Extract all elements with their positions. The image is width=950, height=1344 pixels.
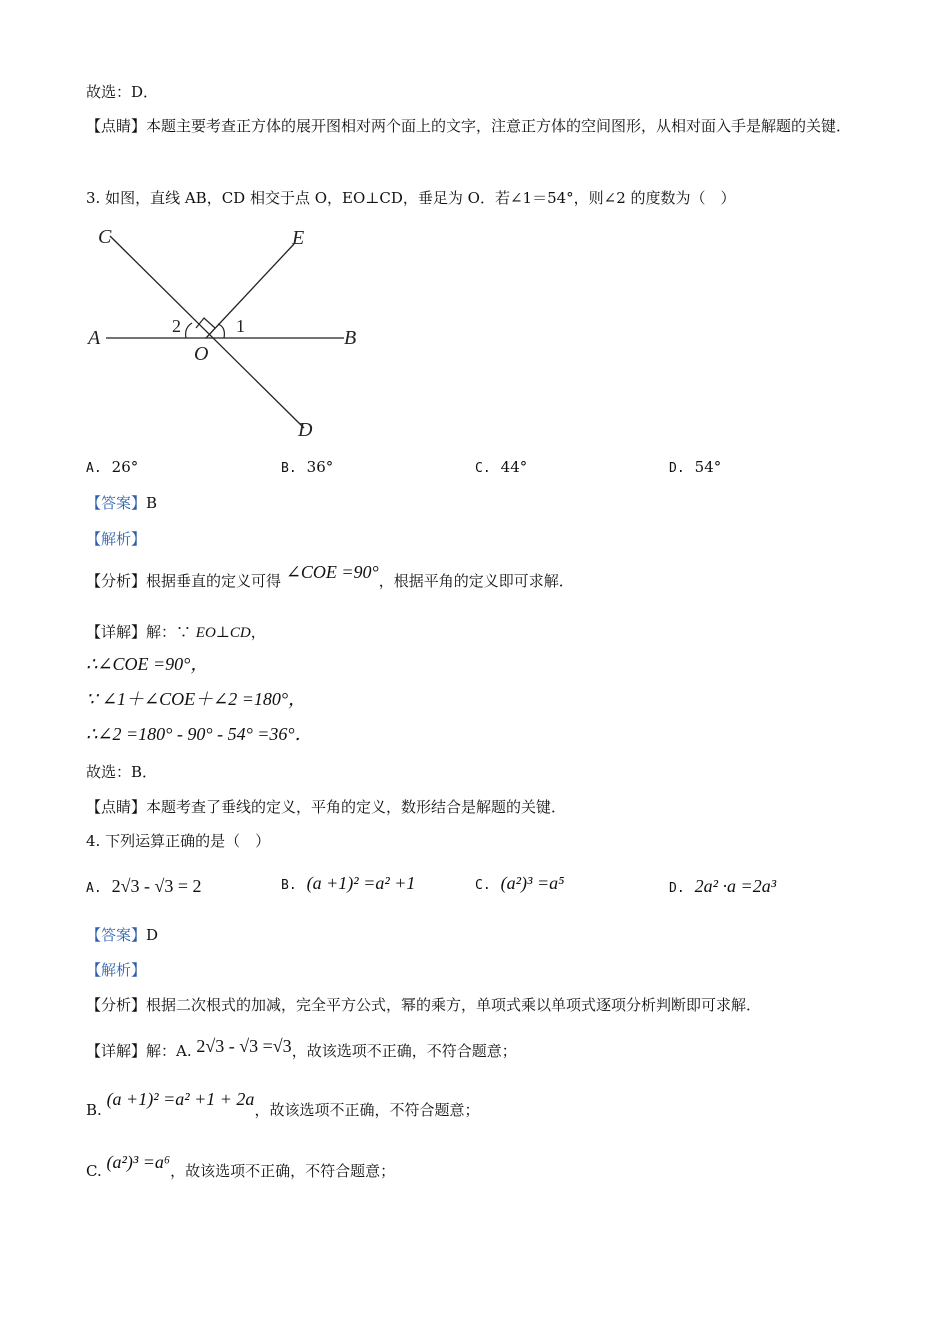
- option-value: 2√3 - √3 = 2: [111, 876, 202, 896]
- fenxi-tag: 【分析】: [86, 996, 147, 1014]
- dianjing-tag: 【点睛】: [86, 117, 147, 135]
- option-label: D.: [669, 461, 685, 476]
- detail-c-pre: C.: [86, 1162, 107, 1180]
- q4-detail-c: [86, 1152, 396, 1181]
- detail-a-pre: 解：A.: [146, 1042, 197, 1060]
- detail-pre: 解：∵: [146, 623, 196, 641]
- right-angle-mark: [196, 318, 215, 328]
- option-value: 2a² ·a =2a³: [694, 876, 777, 896]
- label-e: E: [292, 227, 305, 249]
- detail-math: EO⊥CD: [195, 625, 251, 641]
- answer-tag: 【答案】: [86, 926, 147, 944]
- q3-fenxi: [86, 562, 574, 591]
- detail-c-math: (a²)³ =a⁶: [106, 1152, 171, 1172]
- label-angle-2: 2: [172, 316, 181, 336]
- q4-detail-a: [86, 1036, 517, 1061]
- detail-b-math: (a +1)² =a² +1 + 2a: [106, 1089, 255, 1109]
- option-label: C.: [475, 461, 491, 476]
- dianjing-tag: 【点睛】: [86, 798, 147, 816]
- label-a: A: [88, 327, 101, 349]
- option-value: 26°: [111, 458, 139, 476]
- option-label: B.: [281, 461, 297, 476]
- q3-analysis-tag: 【解析】: [86, 530, 147, 548]
- q3-choose: 故选：B．: [86, 763, 158, 781]
- detail-tag: 【详解】: [86, 623, 147, 641]
- detail-tag: 【详解】: [86, 1042, 147, 1060]
- answer-tag: 【答案】: [86, 494, 147, 512]
- fenxi-post: ，根据平角的定义即可求解．: [378, 572, 574, 590]
- q4-option-c: [475, 873, 564, 896]
- option-label: B.: [281, 878, 297, 893]
- choose-d-line: 故选：D．: [86, 83, 159, 101]
- q3-step-2: ∵ ∠1＋∠COE＋∠2 =180°，: [86, 689, 307, 709]
- label-d: D: [298, 419, 313, 441]
- q4-option-a: [86, 876, 202, 899]
- fenxi-math: ∠COE =90°: [285, 562, 379, 582]
- dianjing-q2: [86, 108, 866, 144]
- label-b: B: [344, 327, 357, 349]
- option-value: (a²)³ =a⁵: [500, 873, 565, 893]
- label-o: O: [194, 343, 209, 365]
- detail-a-math: 2√3 - √3 =√3: [196, 1036, 292, 1056]
- angle-2-arc: [186, 323, 192, 338]
- q3-detail: [86, 622, 266, 643]
- q3-option-c: [475, 457, 527, 479]
- label-c: C: [98, 226, 112, 248]
- detail-b-pre: B.: [86, 1101, 107, 1119]
- fenxi-tag: 【分析】: [86, 572, 147, 590]
- fenxi-pre: 根据垂直的定义可得: [146, 572, 282, 590]
- q3-dianjing: [86, 797, 566, 817]
- q3-step-3: ∴∠2 =180° - 90° - 54° =36°．: [86, 724, 313, 744]
- dianjing-body: 本题考查了垂线的定义，平角的定义，数形结合是解题的关键．: [146, 798, 567, 816]
- q3-option-d: [669, 457, 721, 479]
- answer-value: D: [146, 926, 159, 944]
- q3-answer: [86, 493, 157, 513]
- answer-value: B: [146, 494, 158, 512]
- label-angle-1: 1: [236, 316, 245, 336]
- question-4: 4. 下列运算正确的是（ ）: [86, 832, 271, 850]
- detail-a-post: ，故该选项不正确，不符合题意；: [291, 1042, 517, 1060]
- option-value: 36°: [306, 458, 334, 476]
- q4-answer: [86, 925, 158, 945]
- q4-analysis-tag: 【解析】: [86, 961, 147, 979]
- fenxi-body: 根据二次根式的加减，完全平方公式，幂的乘方，单项式乘以单项式逐项分析判断即可求解．: [146, 996, 762, 1014]
- option-value: 54°: [694, 458, 722, 476]
- detail-post: ，: [250, 623, 266, 641]
- option-label: D.: [669, 881, 685, 896]
- option-label: C.: [475, 878, 491, 893]
- option-label: A.: [86, 881, 102, 896]
- detail-b-post: ，故该选项不正确，不符合题意；: [254, 1101, 480, 1119]
- dianjing-body: 本题主要考查正方体的展开图相对两个面上的文字，注意正方体的空间图形，从相对面入手是解题的关键．: [146, 117, 852, 135]
- geometry-figure: [86, 222, 376, 444]
- q4-option-d: [669, 876, 776, 899]
- question-3: 3. 如图，直线 AB，CD 相交于点 O，EO⊥CD，垂足为 O．若∠1＝54°，则∠2 的度数为（ ）: [86, 189, 736, 207]
- q3-step-1: ∴∠COE =90°，: [86, 654, 209, 674]
- option-label: A.: [86, 461, 102, 476]
- angle-1-arc: [218, 324, 224, 338]
- option-value: 44°: [500, 458, 528, 476]
- detail-c-post: ，故该选项不正确，不符合题意；: [170, 1162, 396, 1180]
- q4-option-b: [281, 873, 415, 896]
- q4-detail-b: [86, 1089, 480, 1120]
- q3-option-b: [281, 457, 333, 479]
- option-value: (a +1)² =a² +1: [306, 873, 416, 893]
- q3-option-a: [86, 457, 138, 479]
- q4-fenxi: [86, 995, 761, 1015]
